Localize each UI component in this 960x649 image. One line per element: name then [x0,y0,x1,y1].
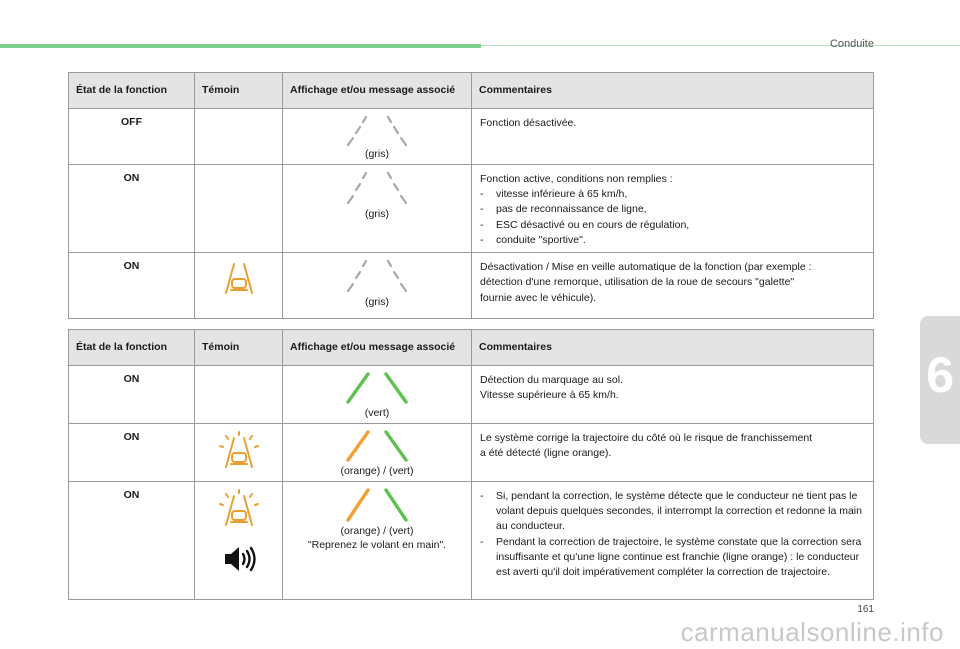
comment-line: fournie avec le véhicule). [480,291,597,304]
state-cell: ON [69,165,195,253]
lane-keep-warning-icon [219,259,259,299]
display-caption: (gris) [365,208,389,220]
table-row [69,424,874,482]
list-item: - ESC désactivé ou en cours de régulation, [480,218,865,233]
display-caption: (orange) / (vert) [340,465,414,477]
lane-keep-active-icon [217,488,261,532]
display-caption: (vert) [364,407,390,419]
witness-cell [195,424,283,482]
watermark: carmanualsonline.info [680,617,944,647]
header-rule [481,45,960,46]
state-cell: ON [69,366,195,424]
chapter-number: 6 [926,347,954,403]
lane-keep-active-icon [217,430,261,474]
state-cell: ON [69,424,195,482]
page-number: 161 [857,604,874,615]
header-accent-bar [0,44,481,48]
list-item: - conduite "sportive". [480,233,865,248]
comment-line: Détection du marquage au sol. [480,374,624,386]
comment-list [480,187,865,248]
header-witness: Témoin [195,73,283,109]
list-item: - vitesse inférieure à 65 km/h, [480,187,865,202]
table-row [69,253,874,319]
state-cell: ON [69,482,195,600]
state-cell: OFF [69,109,195,165]
comment-line: a été détecté (ligne orange). [480,447,612,460]
comment-cell [472,366,874,424]
header-state: État de la fonction [69,330,195,366]
lane-lines-dashed-icon [322,257,432,295]
display-caption: (gris) [365,148,389,160]
comment-line: détection d'une remorque, utilisation de la roue de secours "galette" [480,276,795,289]
comment-intro: Fonction active, conditions non remplies : [480,173,673,185]
header-display: Affichage et/ou message associé [283,73,472,109]
status-table-2 [68,329,874,600]
comment-list [480,489,865,580]
comment-line: Désactivation / Mise en veille automatique de la fonction (par exemple : [480,261,812,274]
display-cell [283,482,472,600]
lane-lines-dashed-icon [322,169,432,207]
table-header-row [69,330,874,366]
comment-cell [472,165,874,253]
table-row [69,109,874,165]
section-title: Conduite [829,38,874,50]
display-cell [283,424,472,482]
header-witness: Témoin [195,330,283,366]
list-item: - Si, pendant la correction, le système détecte que le conducteur ne tient pas le volant depuis quelques secondes, il interrompt la correction et redonne la main au conducteur. [480,489,865,535]
comment-cell [472,424,874,482]
table-header-row [69,73,874,109]
display-cell [283,366,472,424]
lane-lines-solid-icon [322,486,432,524]
table-row [69,366,874,424]
header-comments: Commentaires [472,330,874,366]
header-state: État de la fonction [69,73,195,109]
list-item: - pas de reconnaissance de ligne, [480,202,865,217]
witness-cell [195,253,283,319]
display-cell [283,165,472,253]
status-table-1 [68,72,874,319]
header-display: Affichage et/ou message associé [283,330,472,366]
table-row [69,165,874,253]
comment-line: Fonction désactivée. [480,117,577,129]
state-cell: ON [69,253,195,319]
display-cell [283,109,472,165]
witness-cell [195,366,283,424]
comment-line: Le système corrige la trajectoire du côté où le risque de franchissement [480,432,813,444]
comment-cell [472,109,874,165]
display-cell [283,253,472,319]
display-caption: (gris) [365,296,389,309]
speaker-icon [221,544,257,574]
witness-cell [195,165,283,253]
comment-cell [472,482,874,600]
witness-cell [195,109,283,165]
comment-cell [472,253,874,319]
header-comments: Commentaires [472,73,874,109]
list-item: - Pendant la correction de trajectoire, le système constate que la correction sera insuffisante et qu'une ligne continue est franchie (ligne orange) : le conducteur est averti qu'il doit impérativement compléter la correction de trajectoire. [480,535,865,581]
lane-lines-solid-icon [322,428,432,464]
witness-cell [195,482,283,600]
display-caption: (orange) / (vert) [340,525,414,537]
comment-line: Vitesse supérieure à 65 km/h. [480,389,619,402]
display-message: "Reprenez le volant en main". [307,539,447,552]
lane-lines-dashed-icon [322,113,432,147]
lane-lines-solid-icon [322,370,432,406]
table-row [69,482,874,600]
